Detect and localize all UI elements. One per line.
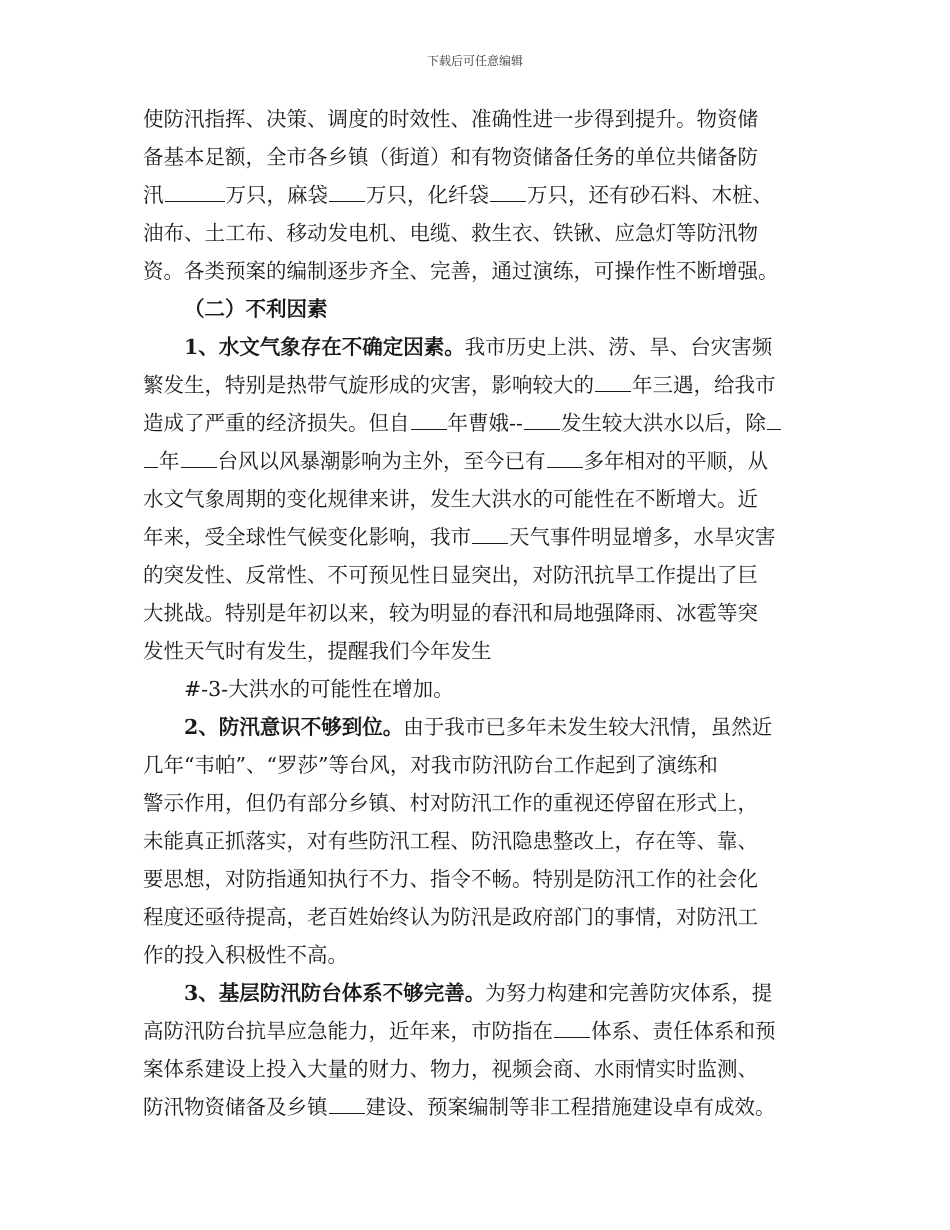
text-line	[143, 366, 813, 404]
blank-underline	[144, 443, 158, 468]
text-span: 汛	[143, 183, 164, 207]
text-line	[143, 252, 813, 290]
text-line	[143, 632, 813, 670]
text-line	[143, 214, 813, 252]
text-span: 作的投入积极性不高。	[143, 943, 348, 967]
text-span: 台风以风暴潮影响为主外，至今已有	[217, 449, 546, 473]
blank-underline	[329, 1089, 365, 1114]
text-line	[143, 594, 813, 632]
text-span: 建设、预案编制等非工程措施建设卓有成效。	[365, 1095, 776, 1119]
text-span: #-3-大洪水的可能性在增加。	[184, 677, 454, 701]
text-line	[143, 898, 813, 936]
text-span: 年三遇，给我市	[632, 373, 776, 397]
text-span: 备基本足额，全市各乡镇（街道）和有物资储备任务的单位共储备防	[143, 145, 758, 169]
text-line	[143, 1012, 813, 1050]
blank-underline	[547, 443, 583, 468]
text-line	[143, 936, 813, 974]
text-span: 未能真正抓落实，对有些防汛工程、防汛隐患整改上，存在等、靠、	[143, 829, 758, 853]
text-span: 油布、土工布、移动发电机、电缆、救生衣、铁锹、应急灯等防汛物	[143, 221, 758, 245]
text-line	[143, 974, 813, 1012]
text-span: 发生较大洪水以后，除	[560, 411, 766, 435]
text-span: 万只，麻袋	[225, 183, 328, 207]
section-heading: （二）不利因素	[184, 297, 328, 321]
paragraph-title: 1、水文气象存在不确定因素。	[184, 335, 465, 359]
text-line	[143, 556, 813, 594]
text-span: 使防汛指挥、决策、调度的时效性、准确性进一步得到提升。物资储	[143, 107, 758, 131]
text-line	[143, 480, 813, 518]
blank-underline	[767, 405, 781, 430]
text-span: 年曹娥--	[447, 411, 523, 435]
text-span: 资。各类预案的编制逐步齐全、完善，通过演练，可操作性不断增强。	[143, 259, 779, 283]
paragraph-title: 2、防汛意识不够到位。	[184, 715, 404, 739]
blank-underline	[524, 405, 560, 430]
text-line	[143, 860, 813, 898]
text-span: 高防汛防台抗旱应急能力，近年来，市防指在	[143, 1019, 553, 1043]
blank-underline	[472, 519, 508, 544]
text-span: 万只，化纤袋	[366, 183, 489, 207]
text-span: 造成了严重的经济损失。但自	[143, 411, 410, 435]
blank-underline	[595, 367, 631, 392]
text-span: 大挑战。特别是年初以来，较为明显的春汛和局地强降雨、冰雹等突	[143, 601, 758, 625]
blank-underline	[165, 177, 225, 202]
text-line	[143, 1050, 813, 1088]
text-line	[143, 1088, 813, 1126]
text-line	[143, 746, 813, 784]
text-span: 万只，还有砂石料、木桩、	[527, 183, 773, 207]
text-span: 年	[159, 449, 180, 473]
text-span: 年来，受全球性气候变化影响，我市	[143, 525, 471, 549]
text-span: 程度还亟待提高，老百姓始终认为防汛是政府部门的事情，对防汛工	[143, 905, 758, 929]
text-span: 为努力构建和完善防灾体系，提	[485, 981, 773, 1005]
text-line	[143, 670, 813, 708]
text-span: 发性天气时有发生，提醒我们今年发生	[143, 639, 492, 663]
text-span: 几年“韦帕”、“罗莎”等台风，对我市防汛防台工作起到了演练和	[143, 753, 718, 777]
page-header: 下载后可任意编辑	[426, 54, 523, 68]
text-span: 水文气象周期的变化规律来讲，发生大洪水的可能性在不断增大。近	[143, 487, 758, 511]
blank-underline	[411, 405, 447, 430]
text-line	[143, 138, 813, 176]
text-span: 体系、责任体系和预	[591, 1019, 776, 1043]
text-line	[143, 518, 813, 556]
text-line	[143, 784, 813, 822]
text-line	[143, 404, 813, 442]
text-span: 繁发生，特别是热带气旋形成的灾害，影响较大的	[143, 373, 594, 397]
blank-underline	[329, 177, 365, 202]
blank-underline	[181, 443, 217, 468]
text-span: 天气事件明显增多，水旱灾害	[509, 525, 776, 549]
text-line	[143, 822, 813, 860]
text-span: 由于我市已多年未发生较大汛情，虽然近	[403, 715, 773, 739]
paragraph-title: 3、基层防汛防台体系不够完善。	[184, 981, 486, 1005]
text-line	[143, 100, 813, 138]
text-line	[143, 328, 813, 366]
text-span: 的突发性、反常性、不可预见性日显突出，对防汛抗旱工作提出了巨	[143, 563, 758, 587]
text-span: 警示作用，但仍有部分乡镇、村对防汛工作的重视还停留在形式上，	[143, 791, 758, 815]
blank-underline	[490, 177, 526, 202]
text-span: 案体系建设上投入大量的财力、物力，视频会商、水雨情实时监测、	[143, 1057, 758, 1081]
text-span: 要思想，对防指通知执行不力、指令不畅。特别是防汛工作的社会化	[143, 867, 758, 891]
text-line	[143, 708, 813, 746]
text-span: 我市历史上洪、涝、旱、台灾害频	[464, 335, 773, 359]
blank-underline	[554, 1013, 590, 1038]
text-line	[143, 442, 813, 480]
text-line	[143, 176, 813, 214]
text-span: 多年相对的平顺，从	[583, 449, 768, 473]
document-body	[143, 100, 813, 1126]
text-span: 防汛物资储备及乡镇	[143, 1095, 328, 1119]
